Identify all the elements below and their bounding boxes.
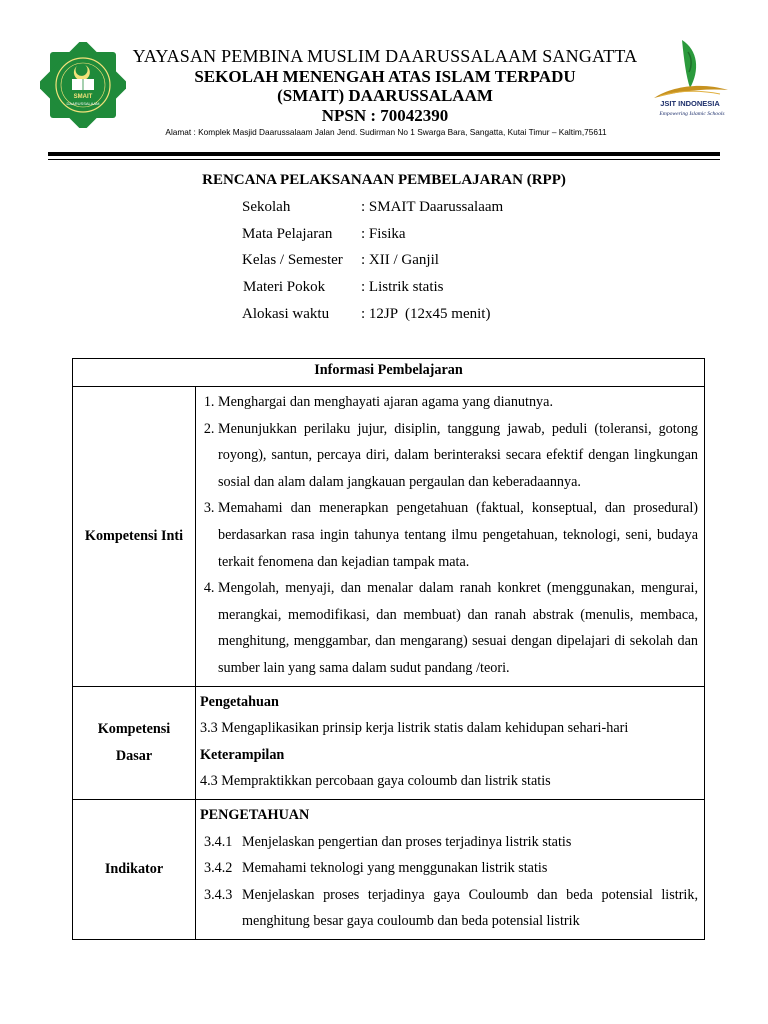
- indikator-heading: PENGETAHUAN: [200, 806, 310, 823]
- school-short-name: (SMAIT) DAARUSSALAAM: [277, 86, 493, 105]
- school-address: Alamat : Komplek Masjid Daarussalaam Jalan Jend. Sudirman No 1 Swarga Bara, Sangatta, Kutai Timur – Kaltim,75611: [165, 127, 607, 137]
- meta-value: : XII / Ganjil: [361, 252, 439, 268]
- list-item: 1. Menghargai dan menghayati ajaran agama yang dianutnya.: [218, 389, 698, 416]
- indikator-text: Menjelaskan pengertian dan proses terjadinya listrik statis: [242, 833, 572, 850]
- jsit-logo: [640, 36, 740, 122]
- indikator-list: [200, 829, 698, 935]
- foundation-name: YAYASAN PEMBINA MUSLIM DAARUSSALAAM SANGATTA: [132, 46, 638, 66]
- meta-value: : 12JP (12x45 menit): [361, 306, 491, 322]
- logo-right-name: JSIT INDONESIA: [660, 99, 720, 108]
- header-divider-thick: [48, 152, 720, 156]
- meta-value: : SMAIT Daarussalaam: [361, 199, 504, 215]
- indikator-number: 3.4.3: [204, 886, 233, 903]
- logo-right-tagline: Empowering Islamic Schools: [659, 111, 725, 117]
- list-item: 3. Memahami dan menerapkan pengetahuan (faktual, konseptual, dan prosedural) berdasarkan rasa ingin tahunya tentang ilmu pengetahuan, teknologi, seni, budaya terkait fenomena dan kejadian tampak mata.: [218, 495, 698, 575]
- list-item: [204, 829, 698, 856]
- kd-item: 4.3 Mempraktikkan percobaan gaya coloumb dan listrik statis: [200, 773, 551, 790]
- logo-left-text-bottom: DAARUSSALAAM: [66, 101, 100, 106]
- kompetensi-dasar-label: [73, 686, 196, 799]
- kompetensi-inti-label: Kompetensi Inti: [73, 387, 196, 687]
- list-item: 2. Menunjukkan perilaku jujur, disiplin, tanggung jawab, peduli (toleransi, gotong royong), santun, percaya diri, dalam berinteraksi secara efektif dengan lingkungan sosial dan alam dalam jangkauan pergaulan dan keberadaannya.: [218, 416, 698, 496]
- smait-logo: [40, 42, 126, 128]
- meta-label: Materi Pokok: [243, 279, 326, 295]
- kompetensi-dasar-content: [196, 686, 705, 799]
- kompetensi-dasar-label-line2: Dasar: [115, 747, 153, 764]
- kd-item: 3.3 Mengaplikasikan prinsip kerja listrik statis dalam kehidupan sehari-hari: [200, 720, 629, 737]
- logo-left-text-top: SMAIT: [73, 94, 93, 100]
- rpp-info-table: [72, 358, 705, 940]
- indikator-text: Menjelaskan proses terjadinya gaya Couloumb dan beda potensial listrik, menghitung besar gaya couloumb dan beda potensial listrik: [242, 886, 698, 930]
- list-item: [204, 882, 698, 935]
- document-title: RENCANA PELAKSANAAN PEMBELAJARAN (RPP): [202, 172, 566, 188]
- table-row-kompetensi-inti: [73, 387, 705, 687]
- kompetensi-dasar-label-line1: Kompetensi: [97, 720, 171, 737]
- header-divider-thin: [48, 159, 720, 160]
- indikator-number: 3.4.1: [204, 833, 233, 850]
- list-item: 4. Mengolah, menyaji, dan menalar dalam ranah konkret (menggunakan, mengurai, merangkai, memodifikasi, dan membuat) dan ranah abstrak (menulis, membaca, menghitung, menggambar, dan mengarang) sesuai dengan dipelajari di sekolah dan sumber lain yang sama dalam sudut pandang /teori.: [218, 575, 698, 681]
- table-heading: Informasi Pembelajaran: [73, 359, 705, 387]
- table-row-indikator: [73, 799, 705, 939]
- meta-label: Kelas / Semester: [242, 252, 343, 268]
- npsn: NPSN : 70042390: [321, 106, 449, 125]
- meta-label: Sekolah: [242, 199, 291, 215]
- indikator-label: Indikator: [73, 799, 196, 939]
- meta-label: Alokasi waktu: [242, 306, 330, 322]
- kd-heading-pengetahuan: Pengetahuan: [200, 693, 279, 710]
- kompetensi-inti-list: [200, 389, 698, 682]
- table-row-kompetensi-dasar: [73, 686, 705, 799]
- school-name: SEKOLAH MENENGAH ATAS ISLAM TERPADU: [194, 67, 576, 86]
- meta-label: Mata Pelajaran: [242, 226, 333, 242]
- kd-heading-keterampilan: Keterampilan: [200, 746, 285, 763]
- kompetensi-inti-content: [196, 387, 705, 687]
- indikator-number: 3.4.2: [204, 860, 233, 877]
- table-header-row: [73, 359, 705, 387]
- indikator-text: Memahami teknologi yang menggunakan listrik statis: [242, 860, 548, 877]
- list-item: [204, 855, 698, 882]
- meta-value: : Fisika: [361, 226, 406, 242]
- meta-value: : Listrik statis: [361, 279, 444, 295]
- indikator-content: [196, 799, 705, 939]
